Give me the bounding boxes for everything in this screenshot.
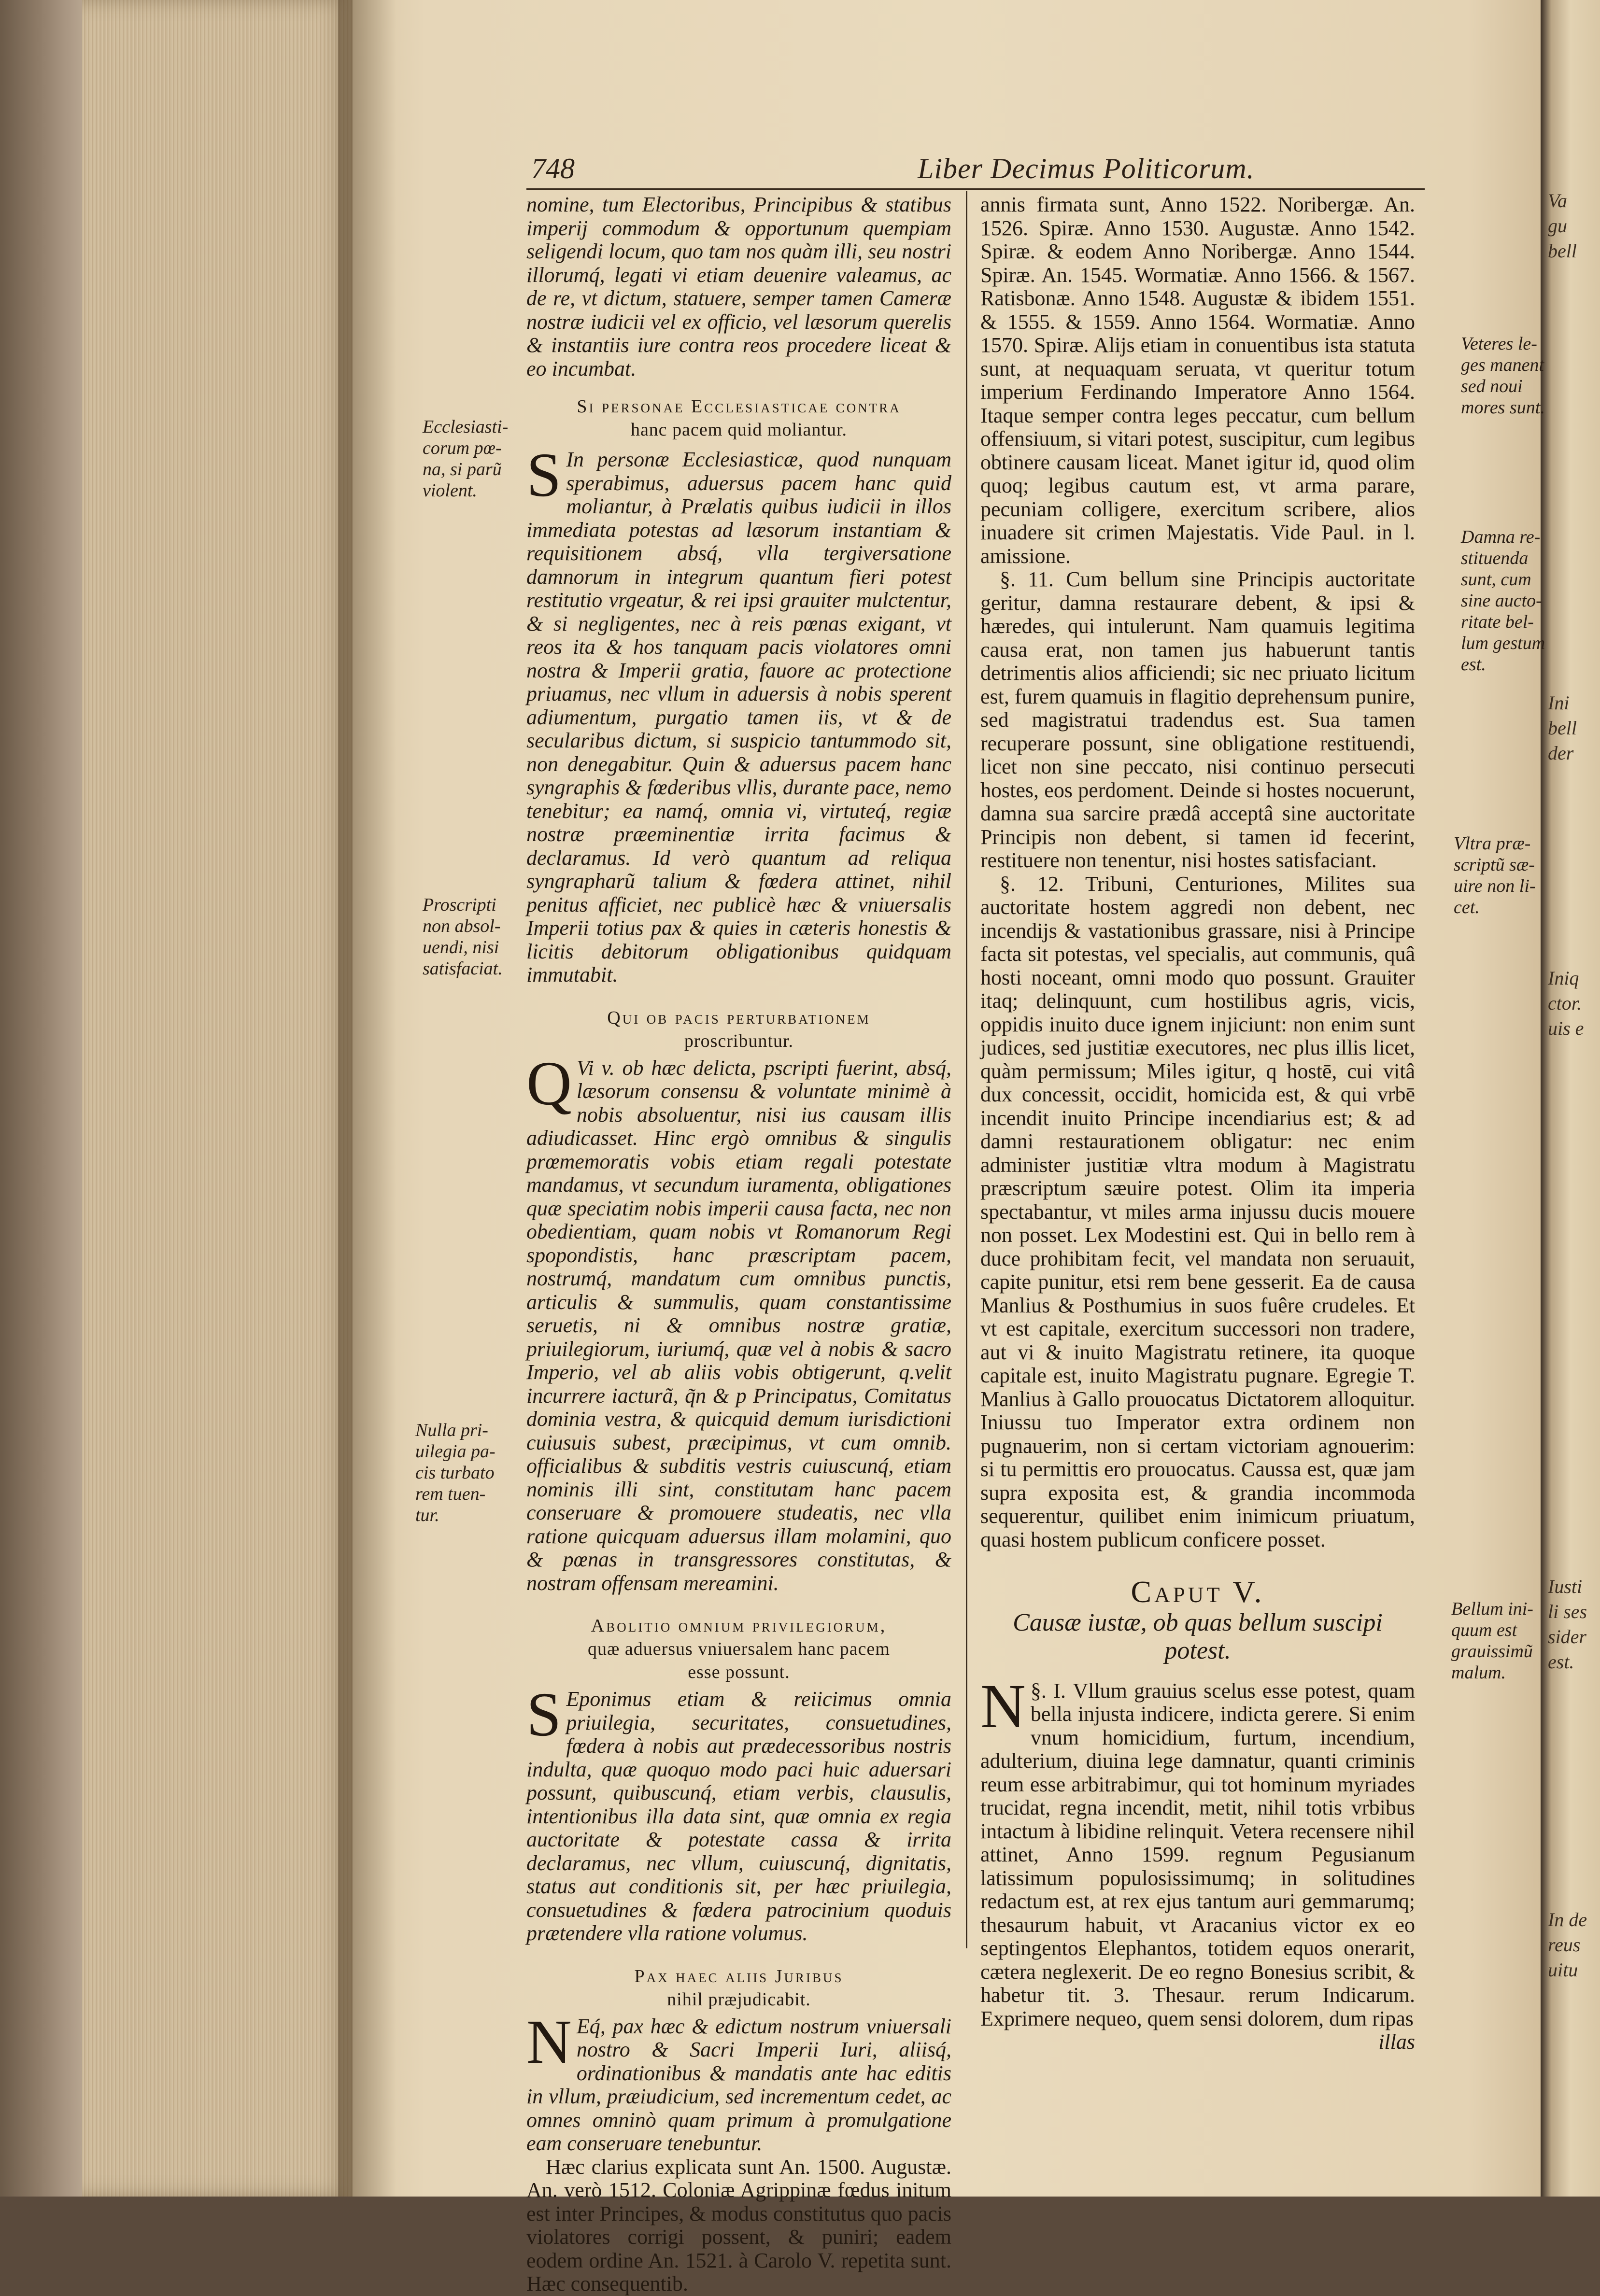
margin-note: Proscripti non absol- uendi, nisi satisfaciat. [423,895,503,979]
margin-note: Veteres le- ges manent sed noui mores sunt. [1461,334,1545,418]
paragraph: annis firmata sunt, Anno 1522. Noribergæ. An. 1526. Spiræ. Anno 1530. Augustæ. Anno 1542. Spiræ. & eodem Anno Noribergæ. Anno 1544. Spiræ. An. 1545. Wormatiæ. Anno 1566. & 1567. Ratisbonæ. Anno 1548. Augustæ & ibidem 1551. & 1555. & 1559. Anno 1564. Wormatiæ. Anno 1570. Spiræ. Alijs etiam in conuentibus ista statuta sunt, at nequaquam seruata, vt queritur totum imperium Ferdinando Imperatore Anno 1564. Itaque semper contra leges peccatur, cum bellum offensiuum, si vitari potest, suscipitur, cum legibus obtinere causam liceat. Manet igitur id, quod olim quoq; legibus cautum est, vt arma parare, pecuniam colligere, exercitum scribere, alios inuadere sit crimen Majestatis. Vide Paul. in l. amissione. [980,193,1415,568]
next-page-fragment: Iniq ctor. uis e [1548,967,1584,1039]
section-heading-title: Qui ob pacis perturbationem [607,1007,871,1028]
section-heading-subtitle: nihil præjudicabit. [667,1989,811,2010]
section-heading-title: Si personae Ecclesiasticae contra [577,396,901,417]
paragraph-text: Eq́, pax hæc & edictum nostrum vniuersali nostro & Sacri Imperii Iuri, aliisq́, ordinationibus & mandatis ante hac editis in vllum, præiudicium, sed incrementum cedet, ac omnes omninò quam primum à promulgatione eam conseruare tenebuntur. [526,2014,951,2155]
next-page-fragment: Iusti li ses sider est. [1548,1576,1587,1673]
drop-cap: S [526,1680,562,1749]
margin-note: Bellum ini- quum est grauissimũ malum. [1451,1599,1533,1683]
paragraph-text: Eponimus etiam & reiicimus omnia priuilegia, securitates, consuetudines, fœdera à nobis aut prædecessoribus nostris indulta, quæ quoquo modo paci huic aduersari possunt, quibuscunq́, etiam verbis, clausulis, intentionibus illa data sint, quæ omnia ex regia auctoritate & potestate cassa & irrita declaramus, nec vllum, cuiuscunq́, dignitatis, status aut conditionis sit, per hæc priuilegia, consuetudines & fœdera patrocinium quoduis prætendere vlla ratione volumus. [526,1687,951,1945]
section-heading-title: Abolitio omnium privilegiorum, [591,1616,887,1636]
section-number: §. I. [1030,1678,1066,1703]
margin-note: Damna re- stituenda sunt, cum sine aucto- ritate bel- lum gestum est. [1461,527,1545,675]
header-rule [526,188,1425,190]
section-heading [526,1006,951,1053]
section-heading [526,1614,951,1684]
section-heading [526,395,951,441]
drop-cap: N [526,2007,572,2077]
paragraph-text: Vllum grauius scelus esse potest, quam bella injusta indicere, indicta gerere. Si enim vnum homicidium, furtum, incendium, adulterium, diuina lege damnatur, quanti criminis reum esse arbitrabimur, qui tot hominum myriades trucidat, regna incendit, metit, nihil totis vrbibus intactum à libidine relinquit. Vetera recensere nihil attinet, Anno 1599. regnum Pegusianum latissimum populosissimumq; in solitudines redactum est, at rex ejus tantum auri gemmarumq; thesaurum habuit, vt Aracanius victor ex eo septingentos Elephantos, totidem equos onerarit, cætera neglexerit. De eo regno Bonesius scribit, & habetur tit. 3. Thesaur. rerum Indicarum. Exprimere nequeo, quem sensi dolorem, dum ripas [980,1678,1416,2030]
column-divider [966,191,967,1948]
paragraph [526,1680,951,1945]
next-page-fragment: Va gu bell [1548,190,1577,262]
margin-note: Ecclesiasti- corum pœ- na, si parũ violent. [423,417,509,501]
margin-note: Vltra præ- scriptũ sæ- uire non li- cet. [1454,833,1536,917]
paragraph: §. 12. Tribuni, Centuriones, Milites sua auctoritate hostem aggredi non debent, nec incendijs & vastationibus grassare, nisi à Principe facta sit potestas, vel specialis, aut communis, quâ hosti noceant, omni modo quo possunt. Grauiter itaq; delinquunt, cum hostilibus agris, vicis, oppidis inuito duce ignem injiciunt: non enim sunt judices, sed justitiæ executores, nec plus illis licet, quàm permissum; Miles igitur, q hostē, cui vitâ dux concessit, occidit, homicida est, & qui vrbē incendit inuito Principe incendiarius est; & ad damni restaurationem obligatur: nec enim administer justitiæ vltra modum à Magistratu præscriptum sæuire potest. Olim ita imperia spectabantur, vt miles arma injussu ducis mouere non posset. Lex Modestini est. Qui in bello rem à duce prohibitam fecit, vel mandata non seruauit, capite punitur, etsi rem bene gesserit. Ea de causa Manlius & Posthumius in suos fuêre crudeles. Et vt est capitale, exercitum successori non tradere, aut vi & inuito Magistratu retinere, ita quoque capitale est, inuito Magistratu pugnare. Egregie T. Manlius à Gallo prouocatus Dictatorem alloquitur. Iniussu tuo Imperator extra ordinem non pugnauerim, non si certam victoriam agnouerim: si tu permittis ero prouocatus. Caussa est, quæ jam supra exposita est, & grandia incommoda sequerentur, quilibet enim inimicum priuatum, quasi hostem publicum conficere posset. [980,872,1415,1551]
next-page-fragment: Ini bell der [1548,692,1577,764]
paragraph [526,2007,951,2155]
gutter-shadow [338,0,396,2197]
next-page-edge [1541,0,1600,2197]
paragraph-text: Vi v. ob hæc delicta, pscripti fuerint, absq́, læsorum consensu & voluntate minimè à nobis absoluentur, nisi ius causam illis adiudicasset. Hinc ergò omnibus & singulis prœmemoratis vobis etiam regali potestate mandamus, vt secundum iuramenta, obligationes quæ speciatim nobis imperii causa facta, nec non obedientiam, quam nobis vt Romanorum Regi spopondistis, hanc præscriptam pacem, nostrumq́, mandatum cum omnibus punctis, articulis & summulis, quam constantissime seruetis, ni & omnibus nostræ gratiæ, priuilegiorum, iuriumq́, quæ vel à nobis & sacro Imperio, vel ab aliis vobis obtigerunt, q.velit incurrere iacturã, q̃n & p Principatus, Comitatus dominia vestra, & quicquid demum iurisdictioni cuiusuis subest, præcipimus, vt cum omnib. officialibus & subditis vestris cuiuscunq́, etiam nominis illi sint, constitutam hanc pacem conseruare & promouere studeatis, nec vlla ratione quicquam aduersus illam molamini, quo & pœnas in transgressores constitutas, & nostram offensam mereamini. [526,1056,951,1595]
left-column [526,193,951,2296]
book-cover [0,0,82,2197]
catchword: illas [1378,2030,1415,2054]
margin-note: Nulla pri- uilegia pa- cis turbato rem tuen- tur. [415,1420,496,1525]
section-heading-subtitle: esse possunt. [688,1662,790,1682]
chapter-title: Caput V. [1131,1575,1265,1609]
drop-cap: N [980,1671,1026,1741]
right-column [980,193,1415,2054]
paragraph [526,440,951,987]
next-page-fragment: In de reus uitu [1548,1909,1587,1981]
drop-cap: S [526,440,562,510]
paragraph [980,1671,1416,2031]
chapter-subtitle: Causæ iustæ, ob quas bellum suscipi potest. [1013,1608,1383,1664]
paragraph: Hæc clarius explicata sunt An. 1500. Augustæ. An. verò 1512. Coloniæ Agrippinæ fœdus initum est inter Principes, & modus constitutus quo pacis violatores corrigi possent, & puniri; eadem eodem ordine An. 1521. à Carolo V. repetita sunt. Hæc consequentib. [526,2155,951,2296]
section-heading-subtitle: proscribuntur. [684,1030,794,1051]
section-heading-subtitle: quæ aduersus vniuersalem hanc pacem [588,1639,890,1659]
drop-cap: Q [526,1048,572,1118]
running-head: Liber Decimus Politicorum. [918,153,1255,184]
section-heading [526,1965,951,2011]
section-heading-subtitle: hanc pacem quid moliantur. [630,420,848,440]
page-edges [82,0,353,2197]
section-heading-title: Pax haec aliis Juribus [634,1966,844,1986]
page-number: 748 [531,153,575,184]
paragraph: §. 11. Cum bellum sine Principis auctoritate geritur, damna restaurare debent, & ipsi & hæredes, qui intulerunt. Nam quamuis legitima causa erat, non tamen jus habuerunt tantis detrimentis alios afficiendi; sic nec priuato licitum est, furem quamuis in flagitio deprehensum punire, sed magistratui tradendus est. Sua tamen recuperare possunt, sine obligatione restituendi, licet non sine peccato, nisi continuo persecuti hostes, eos perdoment. Deinde si hostes nocuerunt, damna sua sarcire prædâ acceptâ sine auctoritate Principis non debent, si tamen id fecerint, restituere non tenentur, nisi hostes satisfaciant. [980,567,1415,872]
paragraph-text: In personæ Ecclesiasticæ, quod nunquam sperabimus, aduersus pacem hanc quid moliantur, à Prælatis quibus iudicii in illos immediata potestas ad læsorum instantiam & requisitionem absq́, vlla tergiversatione damnorum in integrum quantum fieri potest restitutio vrgeatur, & rei ipsi grauiter mulctentur, & si negligentes, nec à reis pœnas exigant, vt reos ita & hos tanquam pacis violatores omni nostra & Imperii gratia, fauore ac protectione priuamus, nec vllum in aduersis à nobis sperent adiumentum, purgatio tamen iis, vt & de secularibus dictum, si suspicio tantummodo sit, non denegabitur. Quin & aduersus pacem hanc syngraphis & fœderibus vllis, durante pace, nemo tenebitur; ea namq́, omnia vi, virtuteq́, regiæ nostræ præeminentiæ irrita facimus & declaramus. Id verò quantum ad reliqua syngrapharũ talium & fœdera attinet, nihil penitus afficiet, nec publicè hæc & vniuersalis Imperii totius pax & quies in cæteris honestis & licitis debitorum obligationibus quidquam immutabit. [526,448,951,986]
paragraph: nomine, tum Electoribus, Principibus & statibus imperij commodum & opportunum quempiam seligendi locum, quo tam nos quàm illi, seu nostri illorumq́, legati vi etiam deuenire valeamus, ac de re, vt dictum, statuere, semper tamen Cameræ nostræ iudicii vel ex officio, vel læsorum querelis & instantiis iure contra reos procedere liceat & eo incumbat. [526,193,951,380]
paragraph [526,1048,951,1595]
